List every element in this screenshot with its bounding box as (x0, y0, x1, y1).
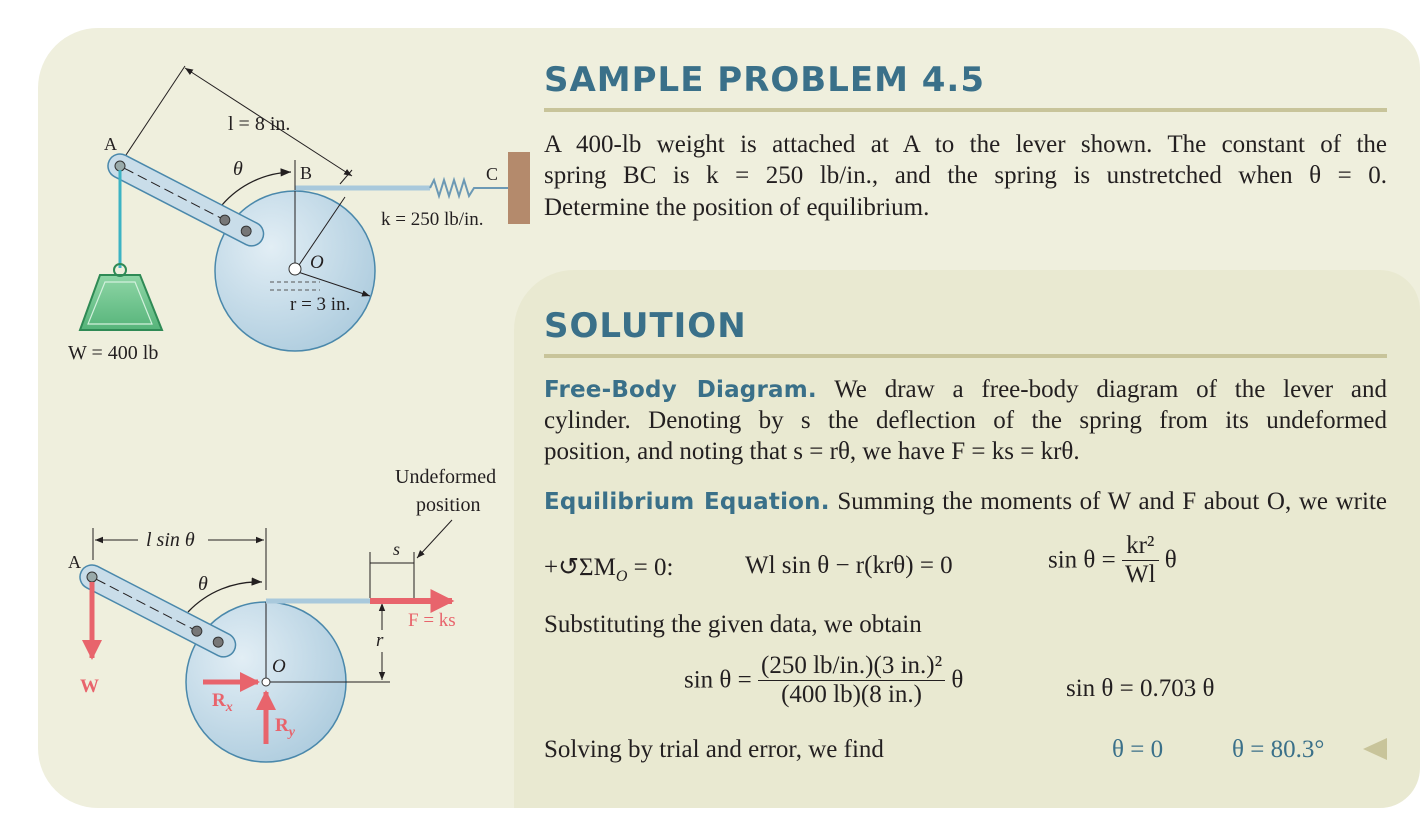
label-Rx: $R_x$ (212, 690, 233, 715)
fbd-text-1: We draw a free-body diagram of the lever and (834, 376, 1387, 403)
label-theta-top: θ (233, 158, 243, 180)
answer-1: θ = 0 (1112, 736, 1164, 763)
label-B: B (300, 163, 313, 183)
eq1-numerator: kr² (1122, 532, 1159, 561)
label-theta-bottom: θ (198, 573, 208, 595)
solve-text: Solving by trial and error, we find (544, 736, 884, 763)
answer-2: θ = 80.3° (1232, 736, 1325, 763)
problem-line-1: A 400-lb weight is attached at A to the lever shown. The constant of the (544, 131, 1387, 158)
answer-marker-icon (1363, 738, 1389, 760)
label-undeformed-1: Undeformed (395, 466, 497, 488)
solution-rule (544, 354, 1387, 358)
label-r-bottom: r (376, 630, 384, 651)
figures (0, 0, 540, 821)
eq2-denominator: (400 lb)(8 in.) (781, 681, 923, 708)
eq1-left: $+↺\Sigma M_O = 0$: (544, 554, 674, 585)
subst-text: Substituting the given data, we obtain (544, 611, 922, 638)
eq1-mid: Wl sin θ − r(krθ) = 0 (745, 552, 953, 579)
label-l: l = 8 in. (228, 113, 291, 135)
label-W-top: W = 400 lb (68, 342, 159, 364)
label-Ry: $R_y$ (275, 715, 295, 740)
label-undeformed-2: position (416, 494, 481, 516)
page-title: SAMPLE PROBLEM 4.5 (544, 60, 985, 100)
label-r-top: r = 3 in. (290, 294, 351, 315)
label-A-top: A (104, 134, 117, 154)
wall (508, 152, 530, 224)
problem-line-2: spring BC is k = 250 lb/in., and the spring is unstretched when θ = 0. (544, 162, 1387, 189)
eq-line (544, 486, 1387, 518)
solution-panel (514, 270, 1420, 808)
fbd-line-3: position, and noting that s = rθ, we have F = ks = krθ. (544, 438, 1080, 465)
label-O-top: O (310, 252, 324, 273)
label-s: s (393, 539, 401, 559)
fbd-line-1 (544, 374, 1387, 406)
problem-line-3: Determine the position of equilibrium. (544, 194, 930, 221)
label-F: F = ks (408, 610, 456, 631)
eq2: sin θ = $\frac{\text{(250 lb/in.)(3 in.)²}}{(400 lb)(8 in.)}$ θ (684, 652, 964, 708)
eq1-right: sin θ = $\frac{\text{kr²}}{Wl}$ θ (1048, 532, 1177, 588)
label-C: C (486, 164, 499, 184)
fbd-label: Free-Body Diagram. (544, 377, 817, 403)
label-O-bottom: O (272, 656, 286, 677)
weight-block (80, 275, 162, 330)
eq2-numerator: (250 lb/in.)(3 in.)² (758, 652, 945, 681)
eq-label: Equilibrium Equation. (544, 489, 830, 515)
label-lsin: l sin θ (146, 529, 195, 551)
label-W-bottom: W (80, 676, 99, 697)
eq1-denominator: Wl (1125, 561, 1156, 588)
eq2-result: sin θ = 0.703 θ (1066, 675, 1215, 702)
eq-text: Summing the moments of W and F about O, we write (837, 488, 1387, 515)
fbd-line-2: cylinder. Denoting by s the deflection of the spring from its undeformed (544, 407, 1387, 434)
title-rule (544, 108, 1387, 112)
solution-title: SOLUTION (544, 306, 747, 346)
label-A-bottom: A (68, 552, 81, 572)
label-k: k = 250 lb/in. (381, 209, 484, 230)
